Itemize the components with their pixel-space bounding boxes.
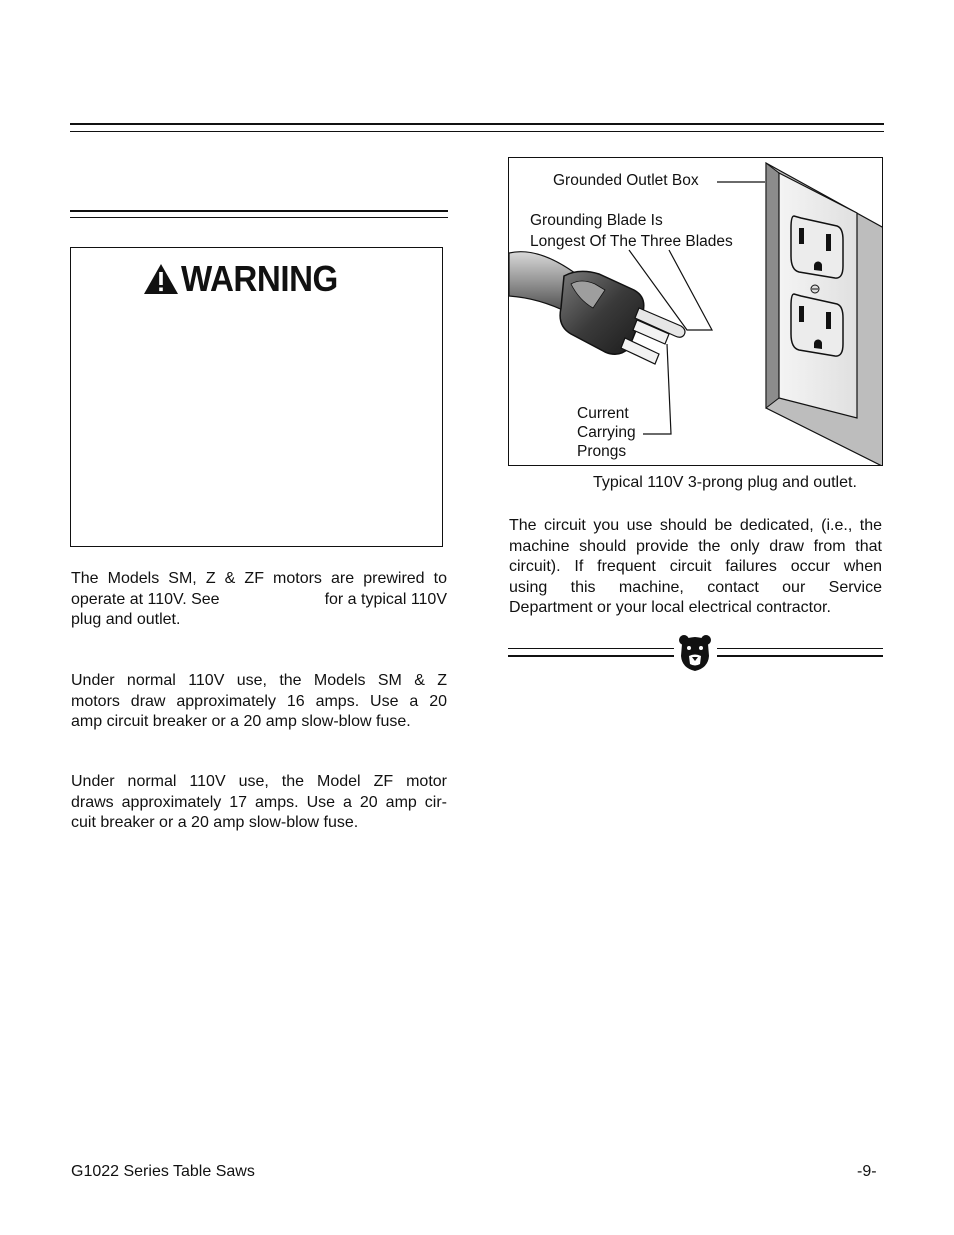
paragraph-prewired: [71, 569, 447, 631]
footer-title: G1022 Series Table Saws: [71, 1163, 255, 1180]
text-line: The Models SM, Z & ZF motors are prewired to: [71, 570, 447, 587]
text-line: machine should provide the only draw from that: [509, 537, 882, 555]
text-line: draws approximately 17 amps. Use a 20 amp cir-: [71, 793, 447, 811]
divider-rule-right-thin: [717, 648, 883, 649]
header-rule-thin: [70, 131, 884, 132]
divider-rule-left-thick: [508, 655, 674, 657]
warning-header: [143, 258, 352, 300]
text-line: Department or your local electrical contractor.: [509, 599, 831, 616]
label-line: Prongs: [577, 443, 627, 460]
label-grounding-blade: [530, 210, 733, 252]
label-line: Current: [577, 405, 629, 422]
paragraph-zf-amps: [71, 772, 447, 834]
bear-logo-icon: [678, 634, 712, 672]
divider-rule-right-thick: [717, 655, 883, 657]
text-line: Under normal 110V use, the Models SM & Z: [71, 672, 447, 689]
label-current-prongs: [577, 404, 636, 461]
warning-box: [70, 247, 443, 547]
text-line: motors draw approximately 16 amps. Use a 20: [71, 692, 447, 710]
text-line: amp circuit breaker or a 20 amp slow-blow fuse.: [71, 713, 411, 730]
section-rule-thick: [70, 210, 448, 212]
receptacle-lower: [791, 294, 843, 356]
section-rule-thin: [70, 217, 448, 218]
text-line: cuit breaker or a 20 amp slow-blow fuse.: [71, 814, 359, 831]
text-fragment: operate at 110V. See: [71, 590, 220, 608]
text-line: plug and outlet.: [71, 611, 181, 628]
warning-title: WARNING: [181, 258, 338, 299]
label-line: Grounding Blade Is: [530, 212, 663, 229]
header-rule-thick: [70, 123, 884, 125]
page-number: -9-: [857, 1163, 877, 1180]
text-line: The circuit you use should be dedicated, (i.e., the: [509, 517, 882, 534]
text-line: [71, 590, 447, 611]
figure-caption: Typical 110V 3-prong plug and outlet.: [593, 474, 857, 491]
plug: [560, 271, 685, 364]
label-line: Carrying: [577, 424, 636, 441]
paragraph-sm-z-amps: [71, 671, 447, 733]
text-line: Under normal 110V use, the Model ZF motor: [71, 773, 447, 790]
paragraph-dedicated-circuit: [509, 516, 882, 619]
label-outlet-box: Grounded Outlet Box: [553, 172, 699, 189]
text-fragment: for a typical 110V: [324, 590, 447, 608]
plug-outlet-figure: [508, 157, 883, 466]
receptacle-upper: [791, 216, 843, 278]
text-line: using this machine, contact our Service: [509, 578, 882, 596]
label-line: Longest Of The Three Blades: [530, 233, 733, 250]
text-line: circuit). If frequent circuit failures occur when: [509, 558, 882, 575]
warning-triangle-icon: [143, 263, 179, 295]
plug-outlet-illustration: [509, 158, 883, 466]
divider-rule-left-thin: [508, 648, 674, 649]
